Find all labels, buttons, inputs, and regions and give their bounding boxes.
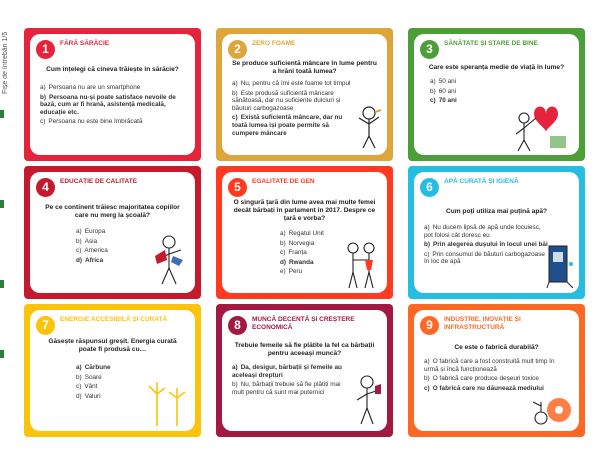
card-question: Care este speranța medie de viață în lume? bbox=[428, 64, 565, 71]
option[interactable] bbox=[424, 375, 569, 383]
option-text: Nu ducem lipsă de apă unde locuiesc, pot folosi cât doresc eu bbox=[424, 224, 541, 239]
card-title: EDUCAȚIE DE CALITATE bbox=[60, 178, 138, 185]
wind-turbines-illustration bbox=[145, 376, 189, 428]
option-letter: b) bbox=[40, 93, 47, 101]
option-text: Persoana nu-și poate satisface nevoile de bază, cum ar fi hrană, asistență medicală, educație etc. bbox=[40, 93, 176, 116]
sidebar-marker bbox=[0, 280, 4, 288]
card-number-badge: 4 bbox=[36, 178, 55, 197]
option[interactable] bbox=[40, 94, 187, 117]
sidebar-marker bbox=[0, 350, 4, 358]
card-title: ENERGIE ACCESIBILĂ ȘI CURATĂ bbox=[60, 316, 168, 323]
card-title: EGALITATE DE GEN bbox=[252, 178, 315, 185]
card-number-badge: 6 bbox=[420, 178, 439, 197]
option-text: Există suficientă mâncare, dar nu toată lumea își poate permite să cumpere mâncare bbox=[232, 114, 343, 137]
card-title: MUNCĂ DECENTĂ ȘI CREȘTERE ECONOMICĂ bbox=[252, 316, 355, 331]
option-letter: d) bbox=[76, 256, 83, 264]
sidebar-marker bbox=[0, 110, 4, 118]
option-letter: a) bbox=[232, 80, 238, 87]
option-text: Regatul Unit bbox=[288, 230, 324, 237]
option-letter: b) bbox=[280, 239, 286, 247]
card-body bbox=[222, 34, 387, 155]
card-number-badge: 8 bbox=[228, 316, 247, 335]
option-text: Nu, bărbații trebuie să fie plătiți mai mult pentru că sunt mai puternici bbox=[232, 381, 341, 396]
option-text: Africa bbox=[85, 256, 104, 264]
card-question: Cum poți utiliza mai puțină apă? bbox=[445, 208, 548, 215]
option-text: Norvegia bbox=[288, 239, 315, 247]
card-question: Găsește răspunsul greșit. Energia curată poate fi produsă cu… bbox=[48, 338, 177, 353]
option-text: Prin alegerea dușului în locul unei băi bbox=[433, 241, 548, 249]
card-body bbox=[30, 310, 195, 431]
option-letter: a) bbox=[40, 84, 46, 91]
card-title: APĂ CURATĂ ȘI IGIENĂ bbox=[444, 178, 519, 185]
option-letter: c) bbox=[76, 247, 82, 255]
option-text: Peru bbox=[288, 268, 303, 276]
options-list bbox=[232, 80, 353, 139]
option-text: Valuri bbox=[84, 392, 101, 400]
option-letter: b) bbox=[430, 87, 436, 95]
card-title: SĂNĂTATE ȘI STARE DE BINE bbox=[444, 40, 538, 47]
question-card-2 bbox=[216, 28, 393, 161]
character-with-book-illustration bbox=[149, 230, 189, 288]
option[interactable] bbox=[232, 80, 353, 88]
option-text: Europa bbox=[84, 228, 106, 235]
option[interactable] bbox=[232, 364, 353, 379]
question-card-6 bbox=[408, 166, 585, 299]
card-number-badge: 7 bbox=[36, 316, 55, 335]
option-letter: b) bbox=[76, 237, 82, 245]
question-card-4 bbox=[24, 166, 201, 299]
card-body bbox=[222, 172, 387, 293]
option-text: 60 ani bbox=[438, 87, 457, 95]
option-text: 50 ani bbox=[438, 78, 457, 85]
option[interactable] bbox=[40, 84, 187, 92]
option-text: Franța bbox=[288, 249, 307, 257]
option[interactable] bbox=[424, 241, 549, 249]
option-text: Cărbune bbox=[84, 364, 111, 371]
question-card-8 bbox=[216, 304, 393, 437]
option-letter: a) bbox=[232, 364, 238, 371]
card-title: INDUSTRIE, INOVAȚIE ȘI INFRASTRUCTURĂ bbox=[444, 316, 521, 331]
card-body bbox=[414, 310, 579, 431]
card-question: Trebuie femeile să fie plătite la fel ca bărbații pentru aceeași muncă? bbox=[234, 342, 375, 357]
card-question: Se produce suficientă mâncare în lume pentru a hrăni toată lumea? bbox=[232, 60, 377, 75]
option-letter: a) bbox=[424, 358, 430, 365]
option[interactable] bbox=[280, 230, 379, 238]
option-text: Prin consumul de băuturi carbogazoase în loc de apă bbox=[424, 250, 545, 266]
option-letter: a) bbox=[280, 230, 286, 237]
option-text: Asia bbox=[84, 237, 98, 245]
card-title: ZERO FOAME bbox=[252, 40, 296, 47]
question-card-3 bbox=[408, 28, 585, 161]
option-text: O fabrică care nu dăunează mediului bbox=[432, 384, 544, 392]
option-text: Nu, pentru că îmi este foame tot timpul bbox=[240, 80, 351, 87]
card-body bbox=[30, 172, 195, 293]
option[interactable] bbox=[424, 251, 549, 266]
worker-character-illustration bbox=[351, 372, 383, 426]
option[interactable] bbox=[430, 78, 571, 86]
sidebar bbox=[0, 0, 20, 463]
option-letter: c) bbox=[76, 383, 82, 391]
gears-illustration bbox=[529, 388, 573, 428]
question-card-5 bbox=[216, 166, 393, 299]
card-body bbox=[30, 34, 195, 155]
card-question: Ce este o fabrică durabilă? bbox=[454, 344, 539, 351]
card-title: FĂRĂ SĂRĂCIE bbox=[60, 40, 110, 47]
option[interactable] bbox=[40, 118, 187, 126]
sidebar-marker bbox=[0, 200, 4, 208]
option[interactable] bbox=[430, 88, 571, 96]
option[interactable] bbox=[76, 364, 187, 372]
option-letter: b) bbox=[76, 373, 82, 381]
option-letter: c) bbox=[430, 97, 436, 105]
card-body bbox=[414, 172, 579, 293]
option-text: Da, desigur, bărbații și femeile au aceleași drepturi bbox=[232, 364, 342, 379]
option-letter: e) bbox=[280, 268, 286, 276]
equality-couple-illustration bbox=[341, 238, 381, 290]
card-question: Pe ce continent trăiesc majoritatea copiilor care nu merg la școală? bbox=[45, 204, 180, 219]
option-letter: d) bbox=[76, 392, 82, 400]
card-question: Cum înțelegi că cineva trăiește în sărăcie? bbox=[46, 66, 179, 73]
option-letter: b) bbox=[232, 89, 238, 97]
card-body bbox=[414, 34, 579, 155]
option-text: Persoana nu are un smartphone bbox=[48, 84, 141, 91]
option-text: America bbox=[84, 247, 108, 255]
option-letter: c) bbox=[424, 384, 430, 392]
option-text: Soare bbox=[84, 373, 102, 381]
option[interactable] bbox=[232, 114, 353, 137]
option-letter: b) bbox=[232, 381, 238, 389]
option[interactable] bbox=[424, 358, 569, 373]
option-letter: c) bbox=[280, 249, 286, 257]
card-number-badge: 2 bbox=[228, 40, 247, 59]
shower-cabin-illustration bbox=[545, 242, 575, 290]
option-letter: d) bbox=[280, 258, 287, 266]
card-number-badge: 1 bbox=[36, 40, 55, 59]
option-letter: c) bbox=[232, 114, 238, 122]
question-card-1 bbox=[24, 28, 201, 161]
card-number-badge: 5 bbox=[228, 178, 247, 197]
option[interactable] bbox=[424, 224, 549, 239]
card-number-badge: 3 bbox=[420, 40, 439, 59]
option-text: Persoana nu este bine îmbrăcată bbox=[48, 118, 143, 126]
option-letter: a) bbox=[424, 224, 430, 231]
options-list bbox=[232, 364, 353, 398]
option-text: O fabrică care produce deșeuri toxice bbox=[432, 375, 539, 383]
option-letter: c) bbox=[424, 250, 430, 258]
option-letter: c) bbox=[40, 118, 46, 126]
heart-character-illustration bbox=[506, 96, 572, 152]
option-letter: a) bbox=[430, 78, 436, 85]
card-question: O singură țară din lume avea mai multe femei decât bărbați în parlament în 2017. Despre ce țară e vorba? bbox=[233, 199, 376, 222]
option-letter: a) bbox=[76, 228, 82, 235]
option-letter: a) bbox=[76, 364, 82, 371]
options-list bbox=[40, 84, 187, 128]
card-body bbox=[222, 310, 387, 431]
option-text: O fabrică care a fost construită mult timp în urmă și încă funcționează bbox=[424, 358, 555, 373]
options-list bbox=[424, 224, 549, 268]
option-text: Vânt bbox=[84, 383, 98, 391]
option-text: 70 ani bbox=[438, 97, 457, 105]
option-letter: b) bbox=[424, 241, 431, 249]
option[interactable] bbox=[232, 381, 353, 396]
option-letter: b) bbox=[424, 375, 430, 383]
sidebar-label: Fișe de întrebări 1/5 bbox=[2, 31, 9, 94]
option-text: Rwanda bbox=[289, 258, 314, 266]
question-card-7 bbox=[24, 304, 201, 437]
option-text: Este produsă suficientă mâncare sănătoasă, dar nu suficiente dulciuri și băuturi carbogazoase bbox=[232, 89, 341, 112]
card-number-badge: 9 bbox=[420, 316, 439, 335]
question-card-9 bbox=[408, 304, 585, 437]
option[interactable] bbox=[232, 90, 353, 113]
character-illustration bbox=[355, 104, 383, 150]
